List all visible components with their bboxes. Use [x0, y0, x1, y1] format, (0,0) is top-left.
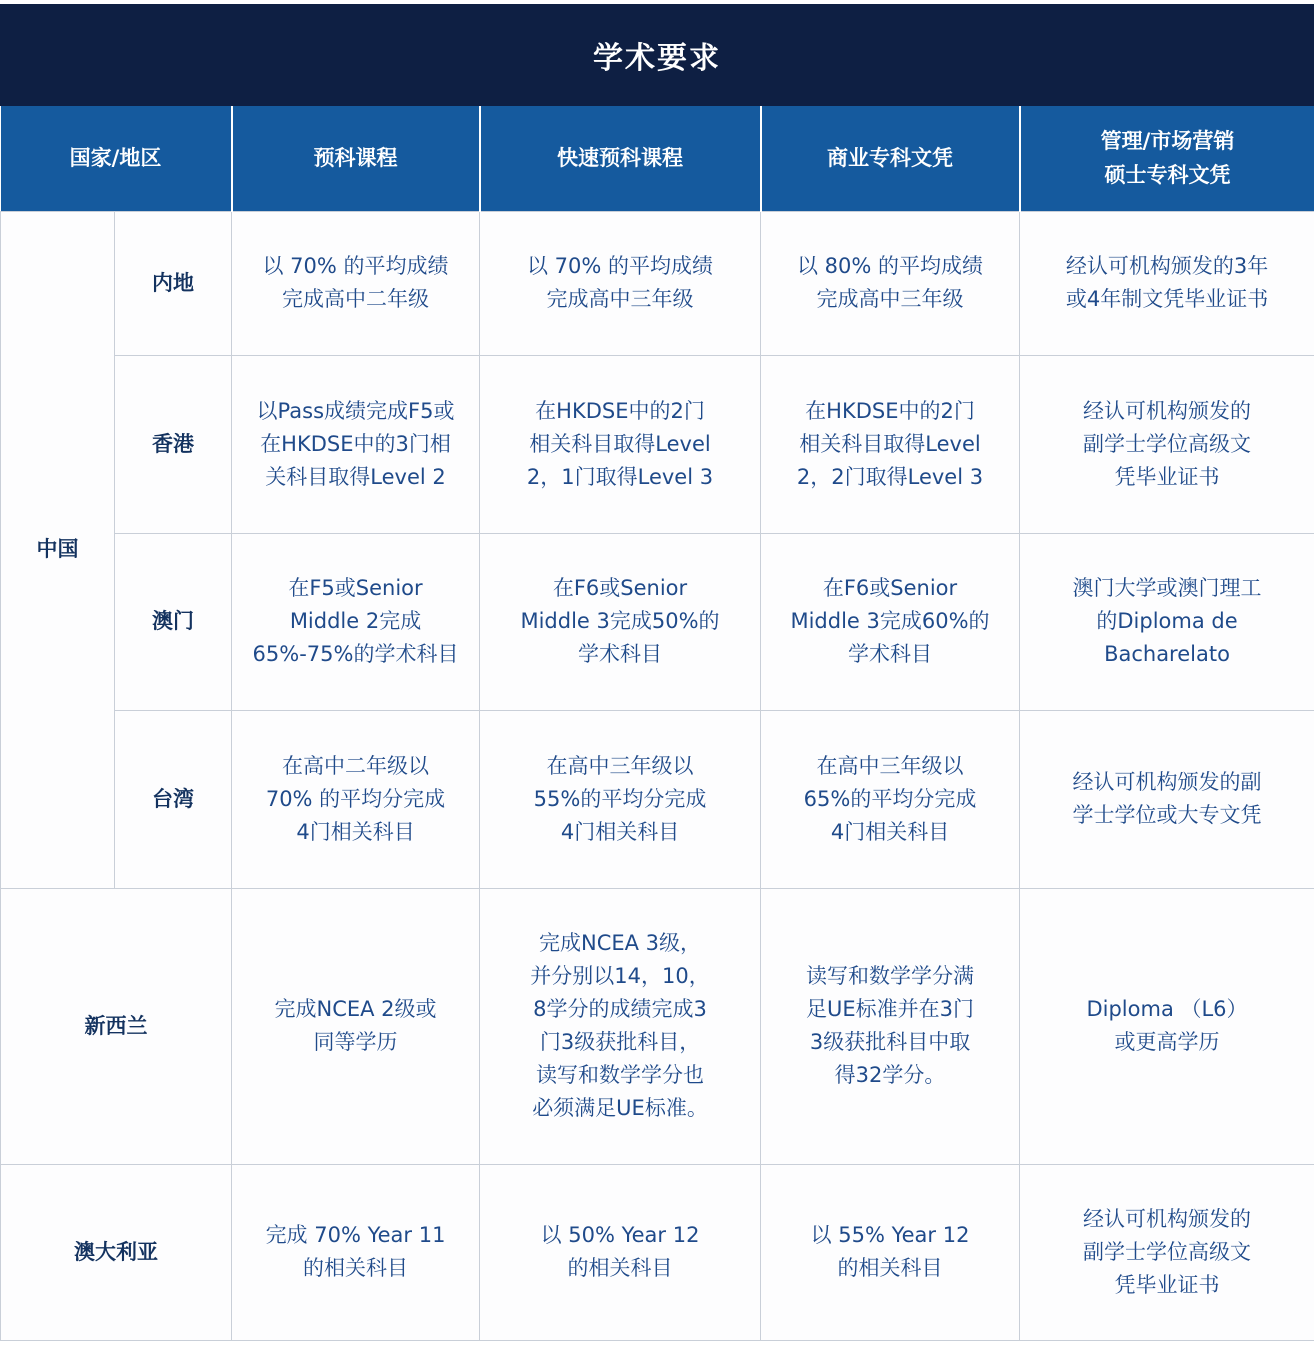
table-row	[1, 888, 1314, 1164]
table-cell: 在F6或Senior Middle 3完成60%的 学术科目	[761, 533, 1020, 710]
table-cell: 以Pass成绩完成F5或 在HKDSE中的3门相 关科目取得Level 2	[232, 355, 480, 533]
table-cell: 在F6或Senior Middle 3完成50%的 学术科目	[480, 533, 761, 710]
table-cell: 完成NCEA 2级或 同等学历	[232, 888, 480, 1164]
table-cell: 经认可机构颁发的3年 或4年制文凭毕业证书	[1020, 211, 1314, 355]
table-row	[1, 355, 1314, 533]
table-cell: 完成NCEA 3级， 并分别以14，10， 8学分的成绩完成3 门3级获批科目， 读写和数学学分也 必须满足UE标准。	[480, 888, 761, 1164]
table-cell: 在HKDSE中的2门 相关科目取得Level 2，1门取得Level 3	[480, 355, 761, 533]
table-cell: 以 70% 的平均成绩 完成高中二年级	[232, 211, 480, 355]
header-row	[1, 106, 1314, 211]
table-cell: 在高中二年级以 70% 的平均分完成 4门相关科目	[232, 710, 480, 888]
table-cell: 在F5或Senior Middle 2完成 65%-75%的学术科目	[232, 533, 480, 710]
header-masters-diploma: 管理/市场营销 硕士专科文凭	[1020, 106, 1314, 211]
table-row	[1, 533, 1314, 710]
table-row	[1, 211, 1314, 355]
table-row	[1, 710, 1314, 888]
table-cell: 读写和数学学分满 足UE标准并在3门 3级获批科目中取 得32学分。	[761, 888, 1020, 1164]
table-cell: 经认可机构颁发的副 学士学位或大专文凭	[1020, 710, 1314, 888]
header-region: 国家/地区	[1, 106, 232, 211]
table-cell: 以 55% Year 12 的相关科目	[761, 1164, 1020, 1340]
subregion-mainland: 内地	[115, 211, 232, 355]
table-cell: Diploma （L6） 或更高学历	[1020, 888, 1314, 1164]
table-cell: 以 80% 的平均成绩 完成高中三年级	[761, 211, 1020, 355]
academic-requirements-table	[0, 106, 1314, 1341]
table-cell: 以 50% Year 12 的相关科目	[480, 1164, 761, 1340]
table-cell: 在高中三年级以 65%的平均分完成 4门相关科目	[761, 710, 1020, 888]
header-business-diploma: 商业专科文凭	[761, 106, 1020, 211]
table-cell: 在HKDSE中的2门 相关科目取得Level 2，2门取得Level 3	[761, 355, 1020, 533]
header-foundation: 预科课程	[232, 106, 480, 211]
subregion-macau: 澳门	[115, 533, 232, 710]
region-australia: 澳大利亚	[1, 1164, 232, 1340]
header-express-foundation: 快速预科课程	[480, 106, 761, 211]
table-title: 学术要求	[0, 4, 1314, 106]
table-cell: 在高中三年级以 55%的平均分完成 4门相关科目	[480, 710, 761, 888]
table-cell: 经认可机构颁发的 副学士学位高级文 凭毕业证书	[1020, 1164, 1314, 1340]
table-cell: 完成 70% Year 11 的相关科目	[232, 1164, 480, 1340]
table-cell: 以 70% 的平均成绩 完成高中三年级	[480, 211, 761, 355]
table-row	[1, 1164, 1314, 1340]
region-new-zealand: 新西兰	[1, 888, 232, 1164]
region-china: 中国	[1, 211, 115, 888]
table-cell: 经认可机构颁发的 副学士学位高级文 凭毕业证书	[1020, 355, 1314, 533]
table-cell: 澳门大学或澳门理工 的Diploma de Bacharelato	[1020, 533, 1314, 710]
subregion-taiwan: 台湾	[115, 710, 232, 888]
subregion-hongkong: 香港	[115, 355, 232, 533]
